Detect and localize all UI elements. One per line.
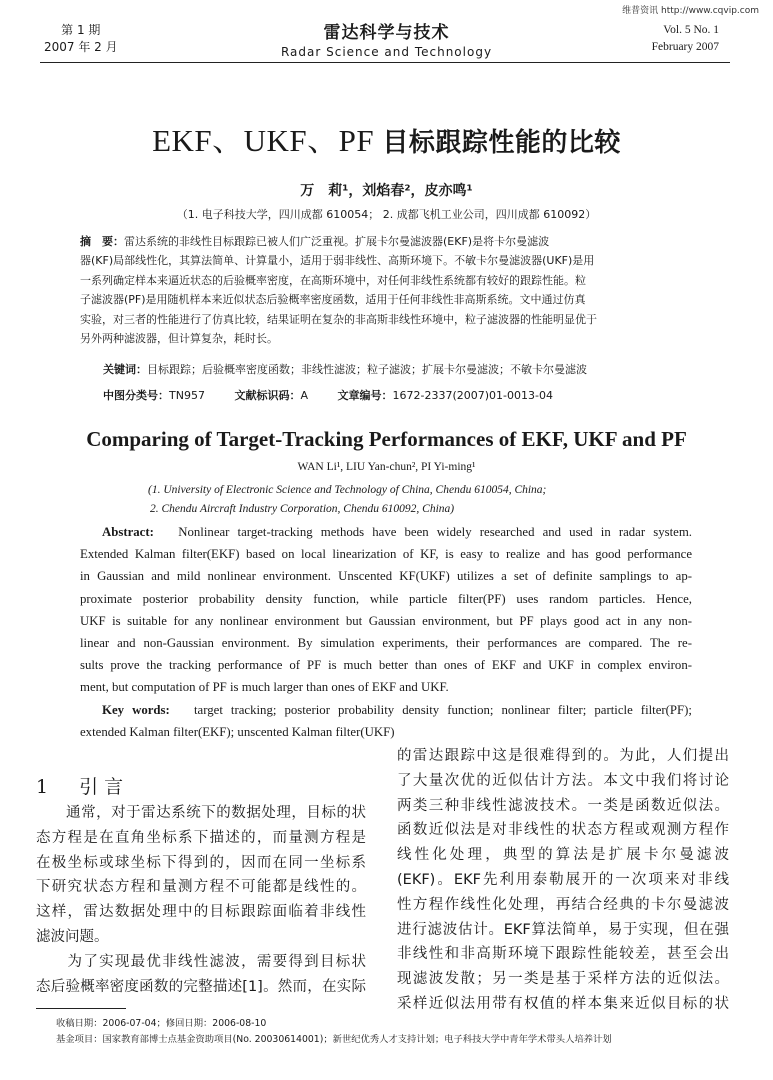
- paper-title: [0, 115, 773, 160]
- volume-info: [652, 22, 719, 56]
- body-line: 在极坐标或球坐标下得到的，因而在同一坐标系: [36, 854, 366, 871]
- abstract-en-line: sults prove the tracking performance of PF is much better than ones of EKF and UKF in complex environ-: [80, 658, 692, 673]
- issue-number: 第 1 期: [61, 23, 101, 37]
- body-line: 采样近似法用带有权值的样本集来近似目标的状: [397, 995, 729, 1012]
- affiliation-en: [148, 481, 546, 519]
- paper-title-latin: EKF、UKF、PF: [152, 123, 383, 158]
- body-line: 的雷达跟踪中这是很难得到的。为此，人们提出: [397, 748, 729, 764]
- article-number: 文章编号：1672-2337(2007)01-0013-04: [337, 389, 553, 402]
- body-line: 线性化处理，典型的算法是扩展卡尔曼滤波: [397, 847, 729, 864]
- abstract-en-line: ment, but computation of PF is much larger than ones of EKF and UKF.: [80, 680, 449, 695]
- abstract-en-line: Abstract: Nonlinear target-tracking methods have been widely researched and used in radar system.: [102, 525, 692, 539]
- abstract-en-line: in Gaussian and mild nonlinear environment. Unscented KF(UKF) utilizes a set of definite samplings to ap-: [80, 569, 692, 584]
- abstract-cn-line: 摘 要：雷达系统的非线性目标跟踪已被人们广泛重视。扩展卡尔曼滤波器(EKF)是将卡尔曼滤波: [80, 235, 550, 248]
- body-line: 这样，雷达数据处理中的目标跟踪面临着非线性: [36, 904, 366, 921]
- volume-number: Vol. 5 No. 1: [663, 24, 719, 36]
- abstract-en-label: Abstract:: [102, 525, 154, 539]
- abstract-en-line: linear and non-Gaussian environment. By simulation experiments, their performances are compared. The re-: [80, 636, 692, 651]
- fund-info: 基金项目：国家教育部博士点基金资助项目(No. 20030614001)；新世纪优秀人才支持计划；电子科技大学中青年学术带头人培养计划: [56, 1034, 612, 1045]
- keywords-en-line: extended Kalman filter(EKF); unscented Kalman filter(UKF): [80, 724, 395, 739]
- abstract-en: [80, 521, 692, 743]
- body-line: 滤波问题。: [36, 928, 109, 945]
- body-line: 现滤波发散；另一类是基于采样方法的近似法。: [397, 971, 729, 988]
- classification-codes: [103, 387, 703, 403]
- body-line: (EKF)。EKF先利用泰勒展开的一次项来对非线: [397, 871, 729, 888]
- body-line: 函数近似法是对非线性的状态方程或观测方程作: [397, 822, 729, 839]
- keywords-en-label: Key words:: [102, 702, 170, 717]
- body-line: 态方程是在直角坐标系下描述的，而量测方程是: [36, 829, 366, 846]
- document-code: 文献标识码：A: [234, 389, 308, 402]
- abstract-cn: [80, 232, 692, 348]
- body-line: 通常，对于雷达系统下的数据处理，目标的状: [36, 805, 366, 821]
- section-heading: 1 引言: [36, 776, 130, 798]
- affiliation-en-line: 2. Chendu Aircraft Industry Corporation, Chendu 610092, China): [150, 503, 455, 515]
- abstract-cn-line: 子滤波器(PF)是用随机样本来近似状态后验概率密度函数，适用于任何非线性非高斯系统。文中通过仿真: [80, 293, 586, 307]
- header-rule: [40, 62, 730, 63]
- paper-title-cn: 目标跟踪性能的比较: [382, 128, 621, 158]
- abstract-cn-line: 实验，对三者的性能进行了仿真比较，结果证明在复杂的非高斯非线性环境中，粒子滤波器的性能明显优于: [80, 312, 597, 326]
- body-line: 下研究状态方程和量测方程不可能都是线性的。: [36, 879, 366, 896]
- body-column-right: [397, 744, 729, 1017]
- body-line: 两类三种非线性滤波技术。一类是函数近似法。: [397, 797, 729, 814]
- footnote-rule: [36, 1008, 126, 1009]
- keywords-en: Key words: target tracking; posterior probability density function; nonlinear filter; particle filter(PF);: [102, 702, 692, 717]
- journal-name-en: Radar Science and Technology: [280, 45, 493, 59]
- clc-code: 中图分类号：TN957: [103, 389, 205, 402]
- abstract-en-line: proximate posterior probability density function, while particle filter(PF) uses random particles. Hence,: [80, 591, 692, 606]
- keywords-cn-label: 关键词：: [103, 363, 147, 376]
- affiliation-en-line: (1. University of Electronic Science and Technology of China, Chendu 610054, China;: [148, 484, 547, 496]
- watermark: 维普资讯 http://www.cqvip.com: [622, 6, 759, 16]
- body-column-left: [36, 801, 366, 999]
- paper-title-en: Comparing of Target-Tracking Performances of EKF, UKF and PF: [86, 427, 687, 451]
- abstract-cn-label: 摘 要：: [80, 235, 124, 248]
- authors-cn: 万 莉¹，刘焰春²，皮亦鸣¹: [300, 183, 473, 199]
- abstract-en-line: Extended Kalman filter(EKF) based on local linearization of KF, is easy to realize and has good performance: [80, 547, 692, 562]
- abstract-en-line: UKF is suitable for any nonlinear environment but Gaussian environment, but PF plays good act in any non-: [80, 613, 692, 628]
- body-line: 性方程作线性化处理，再结合经典的卡尔曼滤波: [397, 896, 729, 913]
- keywords-cn-text: 目标跟踪；后验概率密度函数；非线性滤波；粒子滤波；扩展卡尔曼滤波；不敏卡尔曼滤波: [147, 363, 587, 376]
- affiliation-cn: （1. 电子科技大学，四川成都 610054； 2. 成都飞机工业公司，四川成都 610092）: [176, 208, 597, 221]
- issue-date: 2007 年 2 月: [44, 40, 118, 54]
- body-line: 态后验概率密度函数的完整描述[1]。然而，在实际: [36, 978, 366, 995]
- abstract-cn-line: 一系列确定样本来逼近状态的后验概率密度，在高斯环境中，对任何非线性系统都有较好的跟踪性能。粒: [80, 273, 586, 287]
- abstract-cn-line: 器(KF)局部线性化，其算法简单、计算量小，适用于弱非线性、高斯环境下。不敏卡尔曼滤波器(UKF)是用: [80, 254, 595, 268]
- authors-en: WAN Li¹, LIU Yan-chun², PI Yi-ming¹: [297, 461, 476, 473]
- body-line: 了大量次优的近似估计方法。本文中我们将讨论: [397, 772, 729, 789]
- body-line: 进行滤波估计。EKF算法简单，易于实现，但在强: [397, 921, 729, 938]
- keywords-cn: [103, 361, 703, 377]
- volume-date: February 2007: [651, 41, 719, 53]
- received-date: 收稿日期：2006-07-04；修回日期：2006-08-10: [56, 1018, 267, 1029]
- body-line: 为了实现最优非线性滤波，需要得到目标状: [36, 953, 366, 970]
- body-line: 非线性和非高斯环境下跟踪性能较差，甚至会出: [397, 946, 729, 963]
- footnotes: [56, 1016, 612, 1048]
- journal-name-cn: 雷达科学与技术: [323, 23, 450, 43]
- abstract-cn-line: 另外两种滤波器，但计算复杂，耗时长。: [80, 332, 278, 346]
